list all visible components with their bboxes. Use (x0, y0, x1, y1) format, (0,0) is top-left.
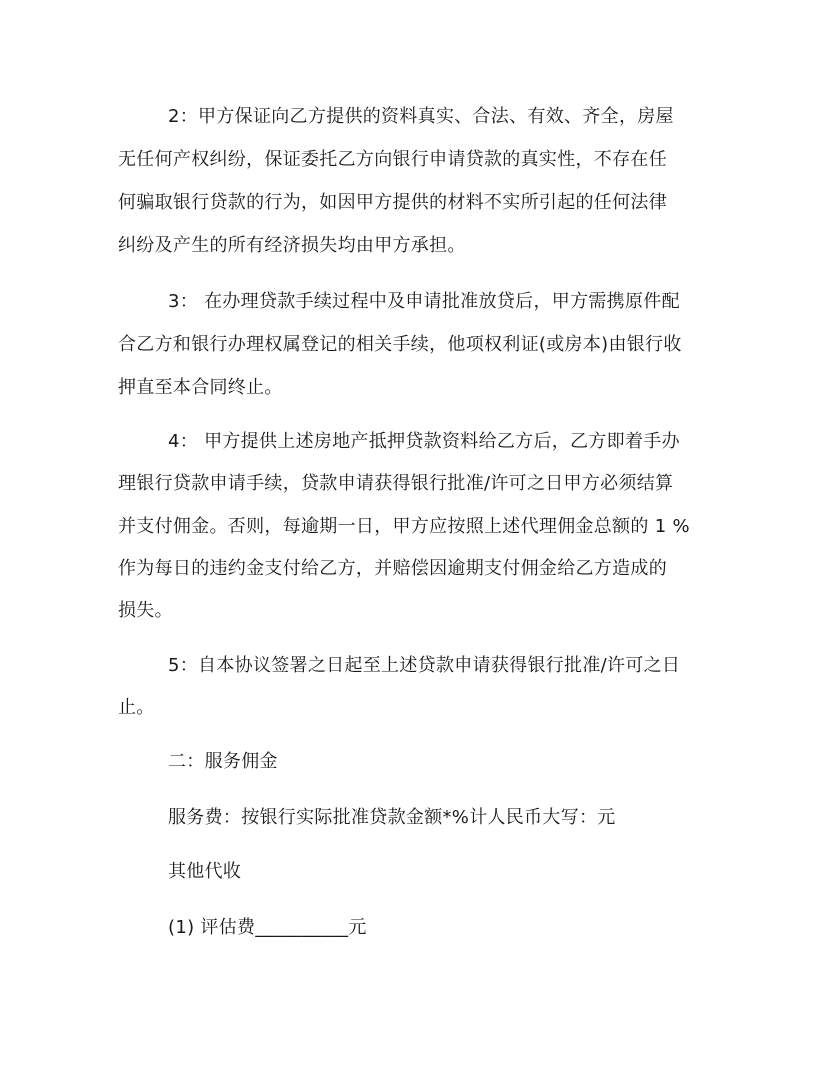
paragraph-5-line-1: 5：自本协议签署之日起至上述贷款申请获得银行批准/许可之日 (168, 655, 681, 676)
paragraph-2-line-4: 纠纷及产生的所有经济损失均由甲方承担。 (118, 235, 466, 256)
paragraph-2-line-3: 何骗取银行贷款的行为，如因甲方提供的材料不实所引起的任何法律 (118, 192, 667, 213)
appraisal-fee-line: (1) 评估费__________元 (168, 917, 367, 938)
paragraph-3-line-1: 3： 在办理贷款手续过程中及申请批准放贷后，甲方需携原件配 (168, 291, 680, 312)
paragraph-4-line-4: 作为每日的违约金支付给乙方，并赔偿因逾期支付佣金给乙方造成的 (118, 558, 667, 579)
other-collection-line: 其他代收 (168, 861, 242, 882)
paragraph-2-line-2: 无任何产权纠纷，保证委托乙方向银行申请贷款的真实性，不存在任 (118, 149, 667, 170)
paragraph-5-line-2: 止。 (118, 697, 155, 718)
paragraph-2-line-1: 2：甲方保证向乙方提供的资料真实、合法、有效、齐全，房屋 (168, 106, 674, 127)
section-heading-service-fee: 二：服务佣金 (168, 751, 278, 772)
paragraph-4-line-2: 理银行贷款申请手续，贷款申请获得银行批准/许可之日甲方必须结算 (118, 473, 674, 494)
paragraph-3-line-2: 合乙方和银行办理权属登记的相关手续，他项权利证(或房本)由银行收 (118, 334, 682, 355)
paragraph-4-line-3: 并支付佣金。否则，每逾期一日，甲方应按照上述代理佣金总额的 1 % (118, 516, 690, 537)
paragraph-4-line-1: 4： 甲方提供上述房地产抵押贷款资料给乙方后，乙方即着手办 (168, 431, 680, 452)
paragraph-4-line-5: 损失。 (118, 600, 173, 621)
service-fee-line: 服务费：按银行实际批准贷款金额*%计人民币大写：元 (168, 807, 616, 828)
paragraph-3-line-3: 押直至本合同终止。 (118, 377, 283, 398)
